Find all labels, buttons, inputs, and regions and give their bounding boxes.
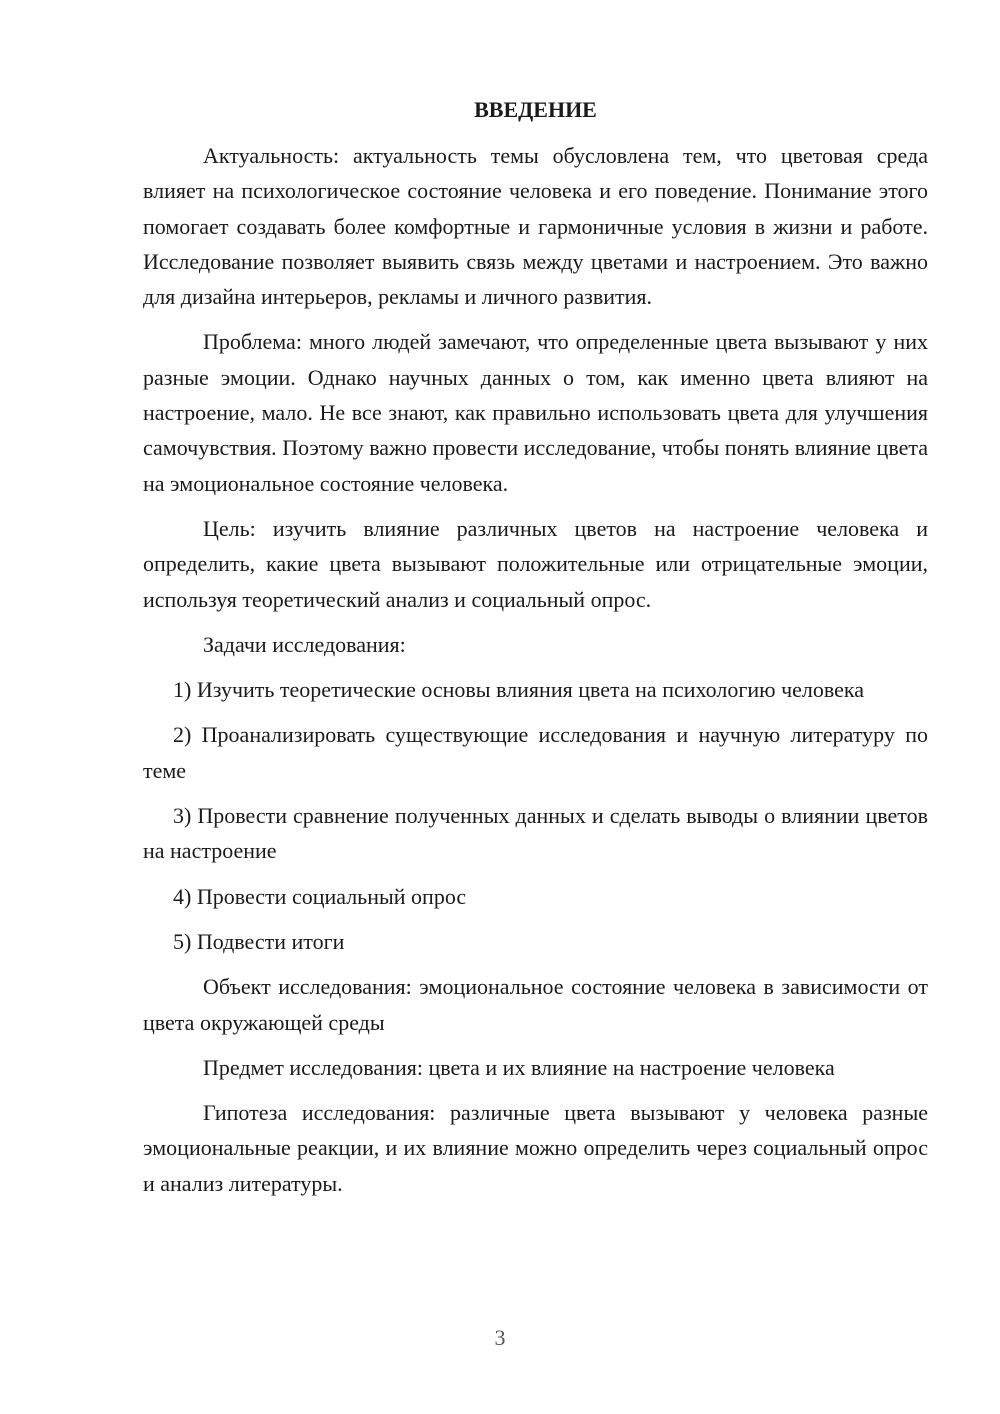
problem-paragraph: Проблема: много людей замечают, что определенные цвета вызывают у них разные эмоции. Однако научных данных о том, как именно цвета влияют на настроение, мало. Не все знают, как правильно использовать цвета для улучшения самочувствия. Поэтому важно провести исследование, чтобы понять влияние цвета на эмоциональное состояние человека. <box>143 329 928 496</box>
tasks-list <box>143 672 928 959</box>
hypothesis-paragraph: Гипотеза исследования: различные цвета вызывают у человека разные эмоциональные реакции, и их влияние можно определить через социальный опрос и анализ литературы. <box>143 1100 928 1196</box>
subject-paragraph: Предмет исследования: цвета и их влияние на настроение человека <box>203 1054 835 1080</box>
page-title: ВВЕДЕНИЕ <box>474 97 597 122</box>
list-item: 1) Изучить теоретические основы влияния цвета на психологию человека <box>173 677 865 703</box>
list-item: 4) Провести социальный опрос <box>173 883 467 909</box>
list-item: 3) Провести сравнение полученных данных и сделать выводы о влиянии цветов на настроение <box>143 803 928 864</box>
goal-paragraph: Цель: изучить влияние различных цветов на настроение человека и определить, какие цвета вызывают положительные или отрицательные эмоции, используя теоретический анализ и социальный опрос. <box>143 515 928 612</box>
document-page <box>143 92 928 1211</box>
page-number: 3 <box>494 1325 506 1350</box>
relevance-paragraph: Актуальность: актуальность темы обусловлена тем, что цветовая среда влияет на психологическое состояние человека и его поведение. Понимание этого помогает создавать более комфортные и гармоничные условия в жизни и работе. Исследование позволяет выявить связь между цветами и настроением. Это важно для дизайна интерьеров, рекламы и личного развития. <box>143 143 928 310</box>
tasks-heading: Задачи исследования: <box>203 631 406 657</box>
object-paragraph: Объект исследования: эмоциональное состояние человека в зависимости от цвета окружающей среды <box>143 974 928 1035</box>
list-item: 2) Проанализировать существующие исследования и научную литературу по теме <box>143 722 928 783</box>
list-item: 5) Подвести итоги <box>173 928 345 954</box>
